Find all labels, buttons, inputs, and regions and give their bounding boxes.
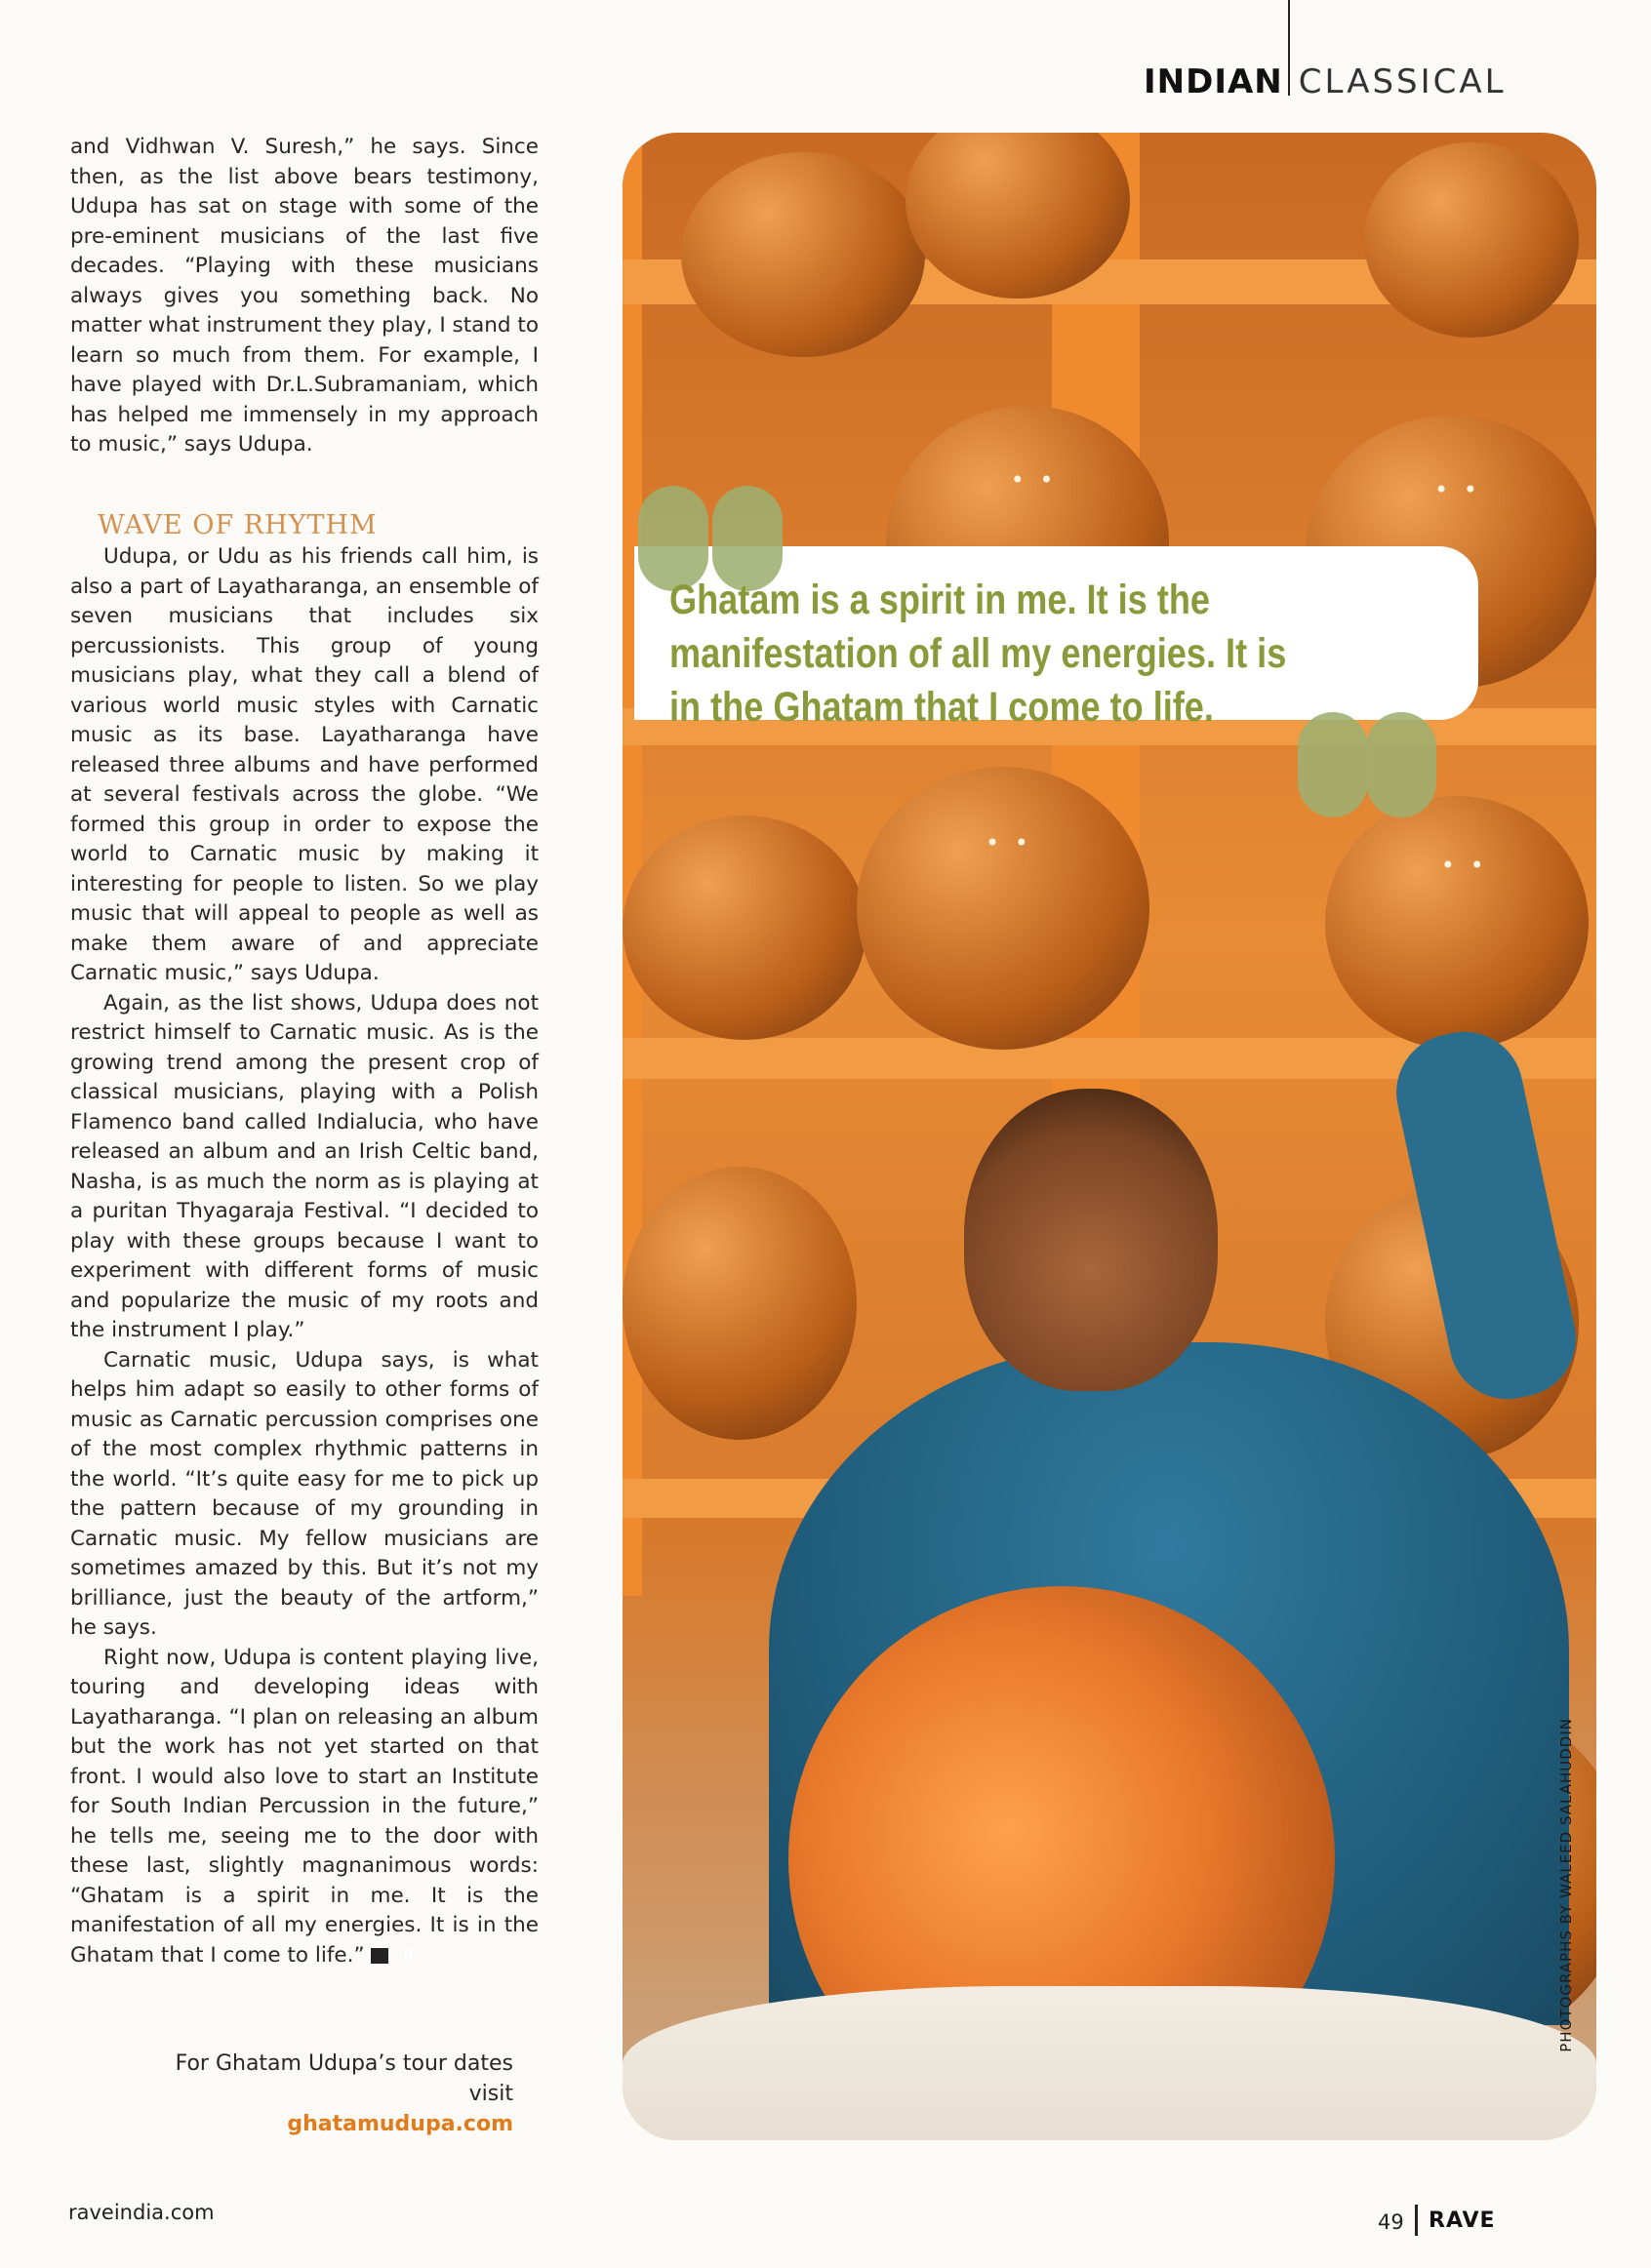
article-paragraph: and Vidhwan V. Suresh,” he says. Since then, as the list above bears testimony, Udupa has sat on stage with some of the pre-eminent musicians of the last five decades. “Playing with these musicians always gives you something back. No matter what instrument they play, I stand to learn so much from them. For example, I have played with Dr.L.Subramaniam, which has helped me immensely in my approach to music,” says Udupa. [70,135,539,457]
tour-text: For Ghatam Udupa’s tour dates visit [175,2051,513,2106]
ghatam-pot [1325,796,1589,1050]
article-paragraph: Again, as the list shows, Udupa does not restrict himself to Carnatic music. As is the growing trend among the present crop of classical musicians, playing with a Polish Flamenco band called Indialucia, who have released an album and an Irish Celtic band, Nasha, is as much the norm as is playing at a puritan Thyagaraja Festival. “I decided to play with these groups because I want to experiment with different forms of music and popularize the music of my roots and the instrument I play.” [70,990,539,1342]
page-number: 49 [1378,2210,1404,2234]
shelf-post [623,133,642,1596]
musician-photo [623,133,1596,2140]
pot-marking-icon: • • [1434,475,1481,503]
subheading: WAVE OF RHYTHM [98,509,378,540]
article-paragraph-last [70,1644,539,1971]
pot-marking-icon: • • [986,828,1032,856]
section-header [1144,62,1507,101]
ghatam-pot [623,1167,857,1440]
pot-marking-icon: • • [1440,852,1488,880]
article-paragraph-text: Right now, Udupa is content playing live, touring and developing ideas with Layatharanga. “I plan on releasing an album but the work has not yet started on that front. I would also love to start an Institute for South Indian Percussion in the future,” he tells me, seeing me to the door with these last, slightly magnanimous words: “Ghatam is a spirit in me. It is the manifestation of all my energies. It is in the Ghatam that I come to life.” [70,1645,539,1968]
ghatam-pot [857,767,1149,1050]
pot-marking-icon: • • [1010,465,1058,494]
tour-info [146,2049,513,2139]
article-body [70,133,539,1970]
footer-site: raveindia.com [68,2201,215,2224]
section-label-primary: INDIAN [1144,62,1283,101]
close-quote-icon [1366,712,1436,817]
musician-head [964,1089,1218,1391]
footer-divider [1415,2205,1418,2236]
ghatam-pot [681,152,925,357]
photo-credit: PHOTOGRAPHS BY WALEED SALAHUDDIN [1557,1718,1575,2052]
article-paragraph: Udupa, or Udu as his friends call him, is also a part of Layatharanga, an ensemble of seven musicians that includes six percussionists. This group of young musicians play, what they call a blend of various world music styles with Carnatic music as its base. Layatharanga have released three albums and have performed at several festivals across the globe. “We formed this group in order to expose the world to Carnatic music by making it interesting for people to listen. So we play music that will appeal to people as well as make them aware of and appreciate Carnatic music,” says Udupa. [70,544,539,985]
pullquote-text: Ghatam is a spirit in me. It is the manifestation of all my energies. It is in the Ghatam that I come to life. [669,577,1287,731]
tour-link[interactable]: ghatamudupa.com [287,2112,513,2136]
lap-cloth [623,1986,1596,2140]
ghatam-pot [623,816,866,1040]
section-label-secondary: CLASSICAL [1298,62,1507,101]
ghatam-pot [1364,142,1579,338]
close-quote-icon [1298,712,1368,817]
end-mark-icon: R [371,1948,388,1964]
article-paragraph: Carnatic music, Udupa says, is what helps him adapt so easily to other forms of music as Carnatic percussion comprises one of the most complex rhythmic patterns in the world. “It’s quite easy for me to pick up the pattern because of my grounding in Carnatic music. My fellow musicians are sometimes amazed by this. But it’s not my brilliance, just the beauty of the artform,” he says. [70,1347,539,1640]
magazine-logo: RAVE [1429,2208,1496,2233]
